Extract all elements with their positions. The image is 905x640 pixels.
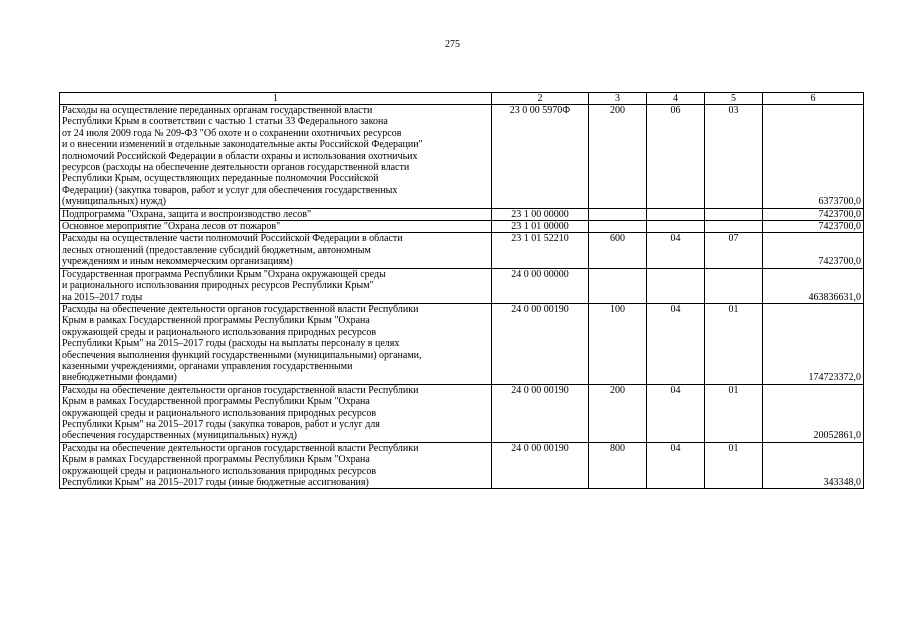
table-row <box>60 303 864 384</box>
expense-type-code: 800 <box>589 442 647 489</box>
table-row <box>60 442 864 489</box>
header-cell: 3 <box>589 93 647 105</box>
subsection-code: 07 <box>705 233 763 268</box>
expense-type-code: 200 <box>589 105 647 209</box>
description-line: Республики Крым" на 2015–2017 годы (закупка товаров, работ и услуг для <box>62 418 380 430</box>
description-line: Крым в рамках Государственной программы Республики Крым "Охрана <box>62 454 370 466</box>
section-code <box>647 221 705 233</box>
amount-value: 7423700,0 <box>763 221 864 233</box>
subsection-code <box>705 221 763 233</box>
expense-type-code: 600 <box>589 233 647 268</box>
description-line: лесных отношений (предоставление субсидий бюджетным, автономным <box>62 244 371 256</box>
description-line: на 2015–2017 годы <box>62 291 143 303</box>
section-code: 04 <box>647 233 705 268</box>
description-line: ресурсов (расходы на обеспечение деятельности органов государственной власти <box>62 162 410 174</box>
description-line: казенными учреждениями, органами управления государственными <box>62 360 353 372</box>
table-row <box>60 208 864 220</box>
description-line: Крым в рамках Государственной программы Республики Крым "Охрана <box>62 315 370 327</box>
amount-value: 343348,0 <box>763 442 864 489</box>
amount-value: 6373700,0 <box>763 105 864 209</box>
table-row <box>60 105 864 209</box>
header-cell: 1 <box>60 93 492 105</box>
row-description <box>60 268 492 303</box>
section-code <box>647 208 705 220</box>
table-row <box>60 233 864 268</box>
description-line: и рационального использования природных ресурсов Республики Крым" <box>62 280 374 292</box>
description-line: Подпрограмма "Охрана, защита и воспроизводство лесов" <box>62 208 312 220</box>
row-description <box>60 384 492 442</box>
subsection-code <box>705 208 763 220</box>
amount-value: 20052861,0 <box>763 384 864 442</box>
subsection-code: 03 <box>705 105 763 209</box>
description-line: от 24 июля 2009 года № 209-ФЗ "Об охоте и о сохранении охотничьих ресурсов <box>62 127 402 139</box>
description-line: внебюджетными фондами) <box>62 372 177 384</box>
row-description <box>60 442 492 489</box>
subsection-code: 01 <box>705 442 763 489</box>
subsection-code: 01 <box>705 384 763 442</box>
description-line: (муниципальных) нужд) <box>62 196 166 208</box>
description-line: Расходы на обеспечение деятельности органов государственной власти Республики <box>62 303 419 315</box>
target-article-code: 24 0 00 00190 <box>492 303 589 384</box>
description-line: учреждениям и иным некоммерческим организациям) <box>62 256 293 268</box>
header-cell: 4 <box>647 93 705 105</box>
header-cell: 2 <box>492 93 589 105</box>
row-description <box>60 208 492 220</box>
target-article-code: 23 1 00 00000 <box>492 208 589 220</box>
description-line: и о внесении изменений в отдельные законодательные акты Российской Федерации" <box>62 139 423 151</box>
description-line: окружающей среды и рационального использования природных ресурсов <box>62 407 377 419</box>
section-code: 04 <box>647 384 705 442</box>
description-line: Республики Крым в соответствии с частью 1 статьи 33 Федерального закона <box>62 116 388 128</box>
target-article-code: 23 0 00 5970Ф <box>492 105 589 209</box>
description-line: обеспечения выполнения функций государственными (муниципальными) органами, <box>62 349 422 361</box>
description-line: Расходы на обеспечение деятельности органов государственной власти Республики <box>62 384 419 396</box>
description-line: Республики Крым, осуществляющих переданные полномочия Российской <box>62 173 379 185</box>
amount-value: 463836631,0 <box>763 268 864 303</box>
description-line: Республики Крым" на 2015–2017 годы (иные бюджетные ассигнования) <box>62 477 369 488</box>
section-code: 06 <box>647 105 705 209</box>
target-article-code: 23 1 01 52210 <box>492 233 589 268</box>
description-line: Государственная программа Республики Крым "Охрана окружающей среды <box>62 268 386 280</box>
target-article-code: 24 0 00 00000 <box>492 268 589 303</box>
amount-value: 7423700,0 <box>763 208 864 220</box>
section-code: 04 <box>647 303 705 384</box>
target-article-code: 23 1 01 00000 <box>492 221 589 233</box>
expense-type-code: 100 <box>589 303 647 384</box>
table-row <box>60 384 864 442</box>
section-code: 04 <box>647 442 705 489</box>
row-description <box>60 221 492 233</box>
table-row <box>60 268 864 303</box>
expense-type-code <box>589 221 647 233</box>
subsection-code <box>705 268 763 303</box>
description-line: Расходы на осуществление переданных органам государственной власти <box>62 105 373 116</box>
table-header-row <box>60 93 864 105</box>
section-code <box>647 268 705 303</box>
description-line: Федерации) (закупка товаров, работ и услуг для обеспечения государственных <box>62 184 398 196</box>
budget-table <box>59 92 864 489</box>
expense-type-code <box>589 268 647 303</box>
description-line: окружающей среды и рационального использования природных ресурсов <box>62 326 377 338</box>
description-line: Основное мероприятие "Охрана лесов от пожаров" <box>62 221 281 233</box>
target-article-code: 24 0 00 00190 <box>492 384 589 442</box>
amount-value: 7423700,0 <box>763 233 864 268</box>
row-description <box>60 105 492 209</box>
description-line: Крым в рамках Государственной программы Республики Крым "Охрана <box>62 396 370 408</box>
row-description <box>60 233 492 268</box>
subsection-code: 01 <box>705 303 763 384</box>
row-description <box>60 303 492 384</box>
expense-type-code: 200 <box>589 384 647 442</box>
description-line: Расходы на осуществление части полномочий Российской Федерации в области <box>62 233 403 245</box>
description-line: Расходы на обеспечение деятельности органов государственной власти Республики <box>62 442 419 454</box>
header-cell: 5 <box>705 93 763 105</box>
target-article-code: 24 0 00 00190 <box>492 442 589 489</box>
amount-value: 174723372,0 <box>763 303 864 384</box>
description-line: обеспечения государственных (муниципальных) нужд) <box>62 430 297 442</box>
description-line: Республики Крым" на 2015–2017 годы (расходы на выплаты персоналу в целях <box>62 338 400 350</box>
page-number: 275 <box>445 39 460 50</box>
header-cell: 6 <box>763 93 864 105</box>
description-line: полномочий Российской Федерации в области охраны и использования охотничьих <box>62 150 418 162</box>
expense-type-code <box>589 208 647 220</box>
table-row <box>60 221 864 233</box>
description-line: окружающей среды и рационального использования природных ресурсов <box>62 465 377 477</box>
